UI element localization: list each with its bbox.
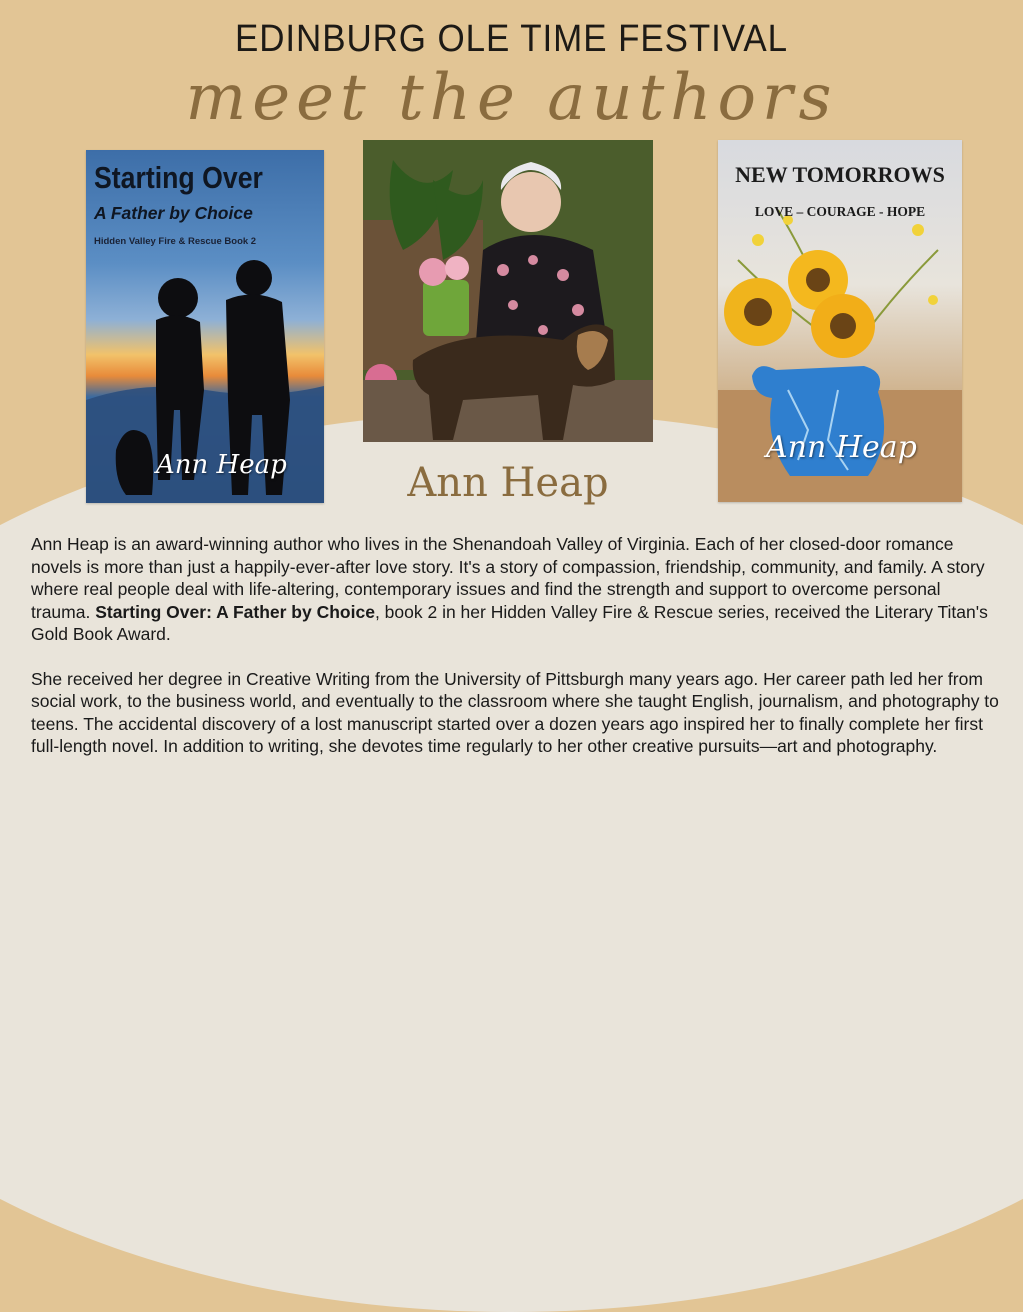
book-title: NEW TOMORROWS <box>735 162 945 187</box>
bio-text: Ann Heap is an award-winning author who lives in the Shenandoah Valley of Virginia. Each of her closed-door romance novels is more than just a happily-ever-after love story. It's a story of compassion, friendship, community, and family. A story where real people deal with life-altering, contemporary issues and find the strength and support to overcome personal trauma. <box>31 534 985 622</box>
book-cover-starting-over <box>86 150 324 503</box>
book-cover-new-tomorrows <box>718 140 962 502</box>
author-name: Ann Heap <box>407 460 609 506</box>
book-author: Ann Heap <box>766 430 917 465</box>
author-photo-illustration <box>363 140 653 442</box>
bio-paragraph-2: She received her degree in Creative Writing from the University of Pittsburgh many years ago. Her career path led her from social work, to the business world, and eventually to the classroom where she taught English, journalism, and photography to teens. The accidental discovery of a lost manuscript started over a dozen years ago inspired her to finally complete her first full-length novel. In addition to writing, she devotes time regularly to her other creative pursuits—art and photography. <box>31 668 999 756</box>
book-series: Hidden Valley Fire & Rescue Book 2 <box>94 236 257 247</box>
book-title: Starting Over <box>94 160 263 195</box>
page-title: EDINBURG OLE TIME FESTIVAL <box>235 18 788 60</box>
author-photo <box>363 140 653 442</box>
bio-book-title: Starting Over: A Father by Choice <box>95 601 375 622</box>
author-bio <box>31 533 1001 780</box>
book-subtitle: LOVE – COURAGE - HOPE <box>754 204 926 219</box>
bio-paragraph-1 <box>31 533 1001 646</box>
book-author: Ann Heap <box>156 450 287 480</box>
page-subtitle: meet the authors <box>185 61 838 135</box>
bio-text: , book 2 in her Hidden Valley Fire & Rescue series, received the Literary Titan's Gold Book Award. <box>31 601 988 644</box>
book-subtitle: A Father by Choice <box>94 203 253 223</box>
